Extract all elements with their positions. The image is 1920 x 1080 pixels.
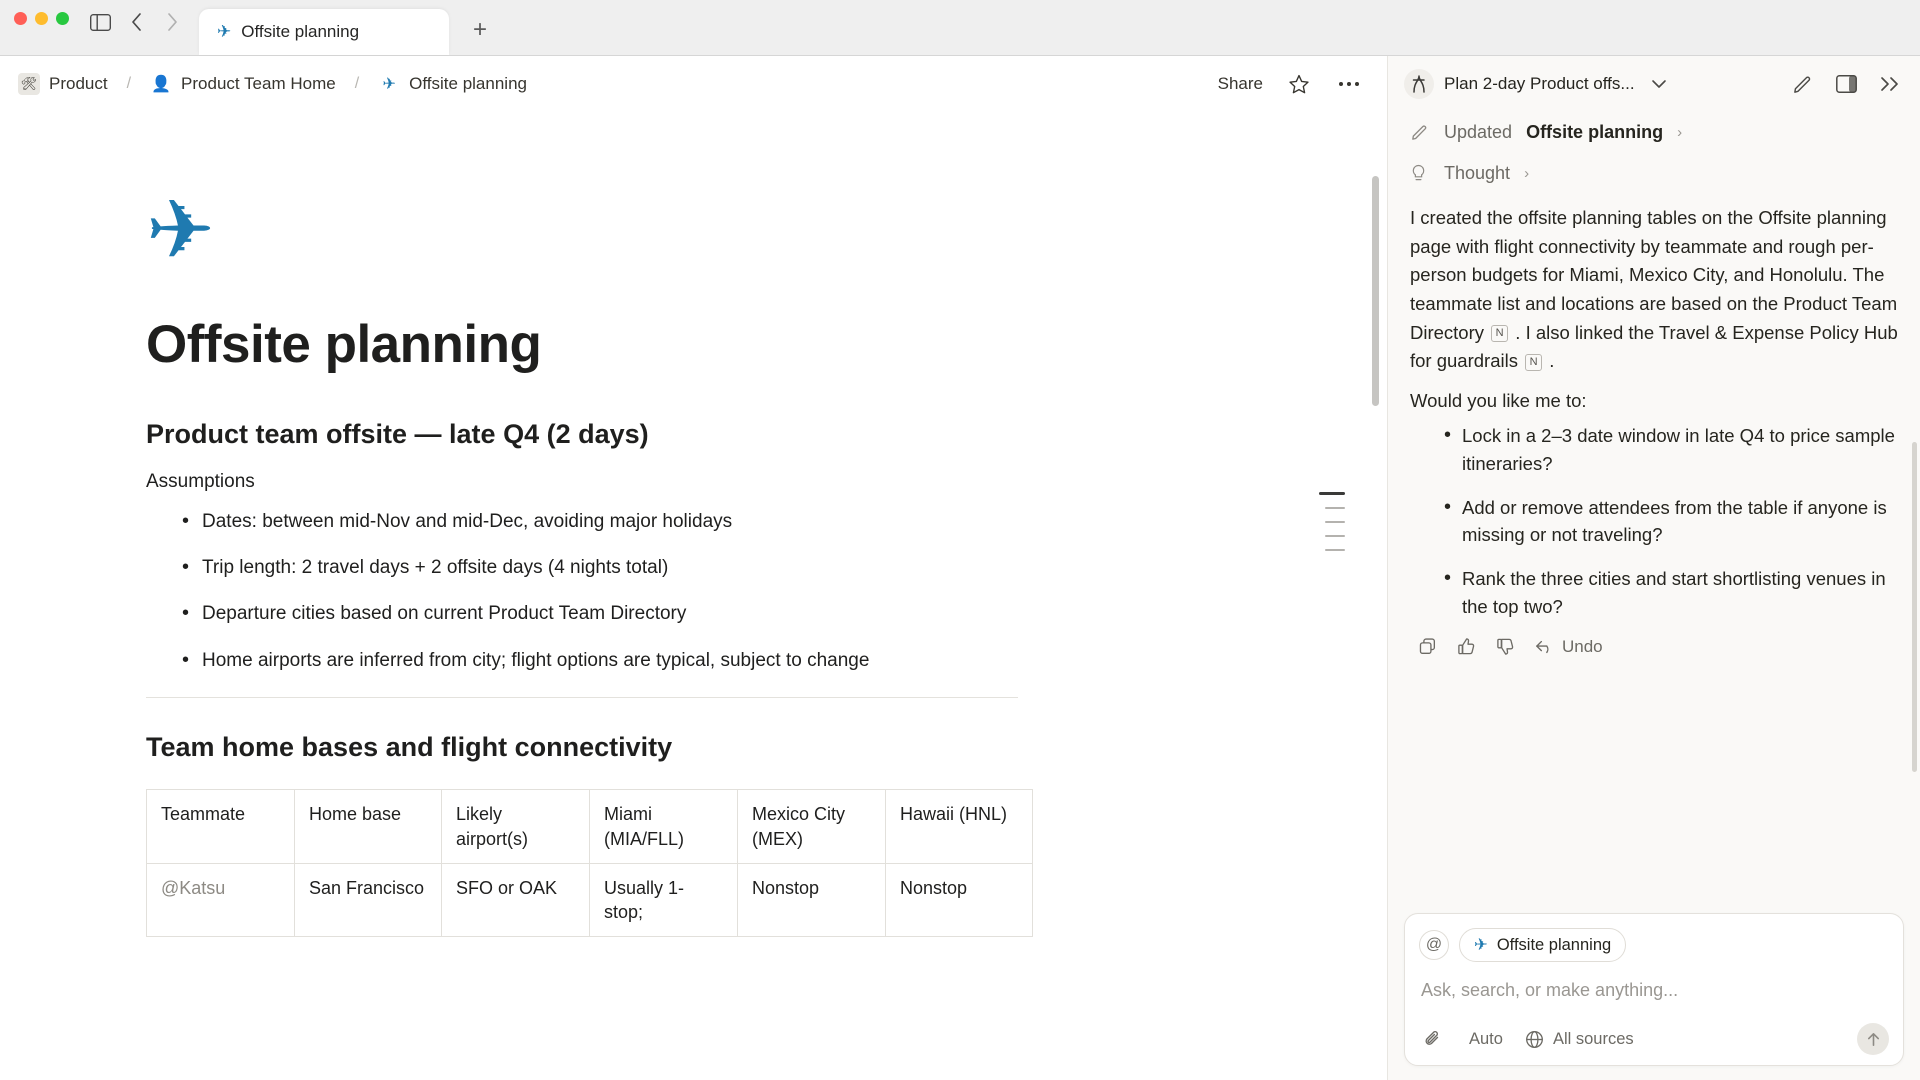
- table-cell: Nonstop: [738, 863, 886, 937]
- toc-mark: [1325, 521, 1345, 523]
- chevron-right-icon: ›: [1677, 124, 1683, 141]
- assistant-panel: [1387, 56, 1920, 1080]
- assistant-header-actions: [1788, 70, 1904, 98]
- assistant-step-thought[interactable]: [1410, 163, 1898, 184]
- navigation-controls: [85, 0, 187, 55]
- table-header-cell: Likely airport(s): [442, 790, 590, 864]
- assistant-message-actions: [1418, 637, 1898, 657]
- page-reference-icon[interactable]: N: [1525, 354, 1542, 371]
- thumbs-up-icon[interactable]: [1457, 637, 1476, 656]
- assistant-question: Would you like me to:: [1410, 390, 1587, 412]
- mention-icon[interactable]: [1419, 930, 1449, 960]
- table-header-cell: Home base: [295, 790, 442, 864]
- breadcrumb-item-product-team-home[interactable]: Product Team Home: [181, 74, 336, 93]
- list-item: • Rank the three cities and start shortlisting venues in the top two?: [1444, 565, 1898, 621]
- page-icon-airplane-icon[interactable]: ✈: [146, 185, 215, 276]
- assistant-conversation-title[interactable]: Plan 2-day Product offs...: [1444, 74, 1635, 93]
- maximize-window-button[interactable]: [56, 12, 69, 25]
- chevron-right-icon: ›: [1524, 165, 1530, 182]
- model-selector[interactable]: Auto: [1469, 1029, 1503, 1048]
- context-chip-label: Offsite planning: [1496, 935, 1612, 954]
- table-cell: Usually 1-stop;: [590, 863, 738, 937]
- hammer-icon: 🛠: [18, 73, 40, 95]
- airplane-icon: ✈: [217, 22, 232, 41]
- table-header-row: [147, 790, 1033, 864]
- back-button[interactable]: [121, 7, 151, 37]
- section-heading-offsite: Product team offsite — late Q4 (2 days): [146, 419, 649, 449]
- assistant-step-label: Thought: [1444, 163, 1511, 183]
- table-cell-teammate[interactable]: @Katsu: [147, 863, 295, 937]
- breadcrumb-item-offsite-planning[interactable]: Offsite planning: [409, 74, 527, 93]
- airplane-icon: ✈: [1474, 936, 1488, 954]
- paperclip-icon[interactable]: [1419, 1025, 1447, 1053]
- breadcrumb: [18, 73, 527, 95]
- list-item: • Add or remove attendees from the table if anyone is missing or not traveling?: [1444, 494, 1898, 550]
- assistant-logo-icon: [1404, 69, 1434, 99]
- assistant-transcript: [1388, 112, 1920, 913]
- star-icon[interactable]: [1285, 70, 1313, 98]
- pencil-icon: [1410, 123, 1430, 142]
- document-scrollbar[interactable]: [1372, 176, 1379, 406]
- new-tab-button[interactable]: [465, 15, 495, 45]
- assumptions-list: [146, 507, 1236, 676]
- page-title: Offsite planning: [146, 315, 542, 374]
- list-item: • Lock in a 2–3 date window in late Q4 to price sample itineraries?: [1444, 422, 1898, 478]
- list-item: • Trip length: 2 travel days + 2 offsite days (4 nights total): [182, 553, 1236, 582]
- assistant-message-part3: .: [1549, 350, 1555, 372]
- breadcrumb-separator: /: [354, 75, 360, 92]
- toc-mark: [1325, 507, 1345, 509]
- undo-button[interactable]: [1535, 637, 1603, 657]
- document-body: [146, 112, 1236, 937]
- table-cell: Nonstop: [886, 863, 1033, 937]
- list-item: • Dates: between mid-Nov and mid-Dec, avoiding major holidays: [182, 507, 1236, 536]
- undo-label: Undo: [1562, 636, 1603, 656]
- assistant-options-list: [1410, 422, 1898, 621]
- main-content: [0, 56, 1920, 1080]
- assistant-message-paragraph: [1410, 204, 1898, 376]
- table-header-cell: Mexico City (MEX): [738, 790, 886, 864]
- copy-icon[interactable]: [1418, 637, 1437, 656]
- breadcrumb-item-product[interactable]: Product: [49, 74, 108, 93]
- table-header-cell: Hawaii (HNL): [886, 790, 1033, 864]
- browser-tab-label: Offsite planning: [241, 22, 360, 41]
- table-cell: SFO or OAK: [442, 863, 590, 937]
- assistant-step-target: Offsite planning: [1526, 122, 1664, 142]
- airplane-icon: ✈: [382, 76, 396, 93]
- document-pane: [0, 56, 1387, 1080]
- table-header-cell: Miami (MIA/FLL): [590, 790, 738, 864]
- browser-toolbar: [0, 0, 1920, 56]
- composer-input[interactable]: Ask, search, or make anything...: [1421, 980, 1679, 1000]
- send-button[interactable]: [1857, 1023, 1889, 1055]
- breadcrumb-separator: /: [126, 75, 132, 92]
- team-connectivity-table: [146, 789, 1033, 937]
- bulb-icon: [1410, 164, 1430, 183]
- sources-label: All sources: [1552, 1029, 1634, 1048]
- assistant-message-part1: I created the offsite planning tables on the Offsite planning page with flight connectivity by teammate and rough per-person budgets for Miami, Mexico City, and Honolulu. The teammate list and locations are based on the Product Team Directory: [1410, 207, 1898, 343]
- chevrons-right-icon[interactable]: [1876, 70, 1904, 98]
- edit-icon[interactable]: [1788, 70, 1816, 98]
- sidebar-toggle-icon[interactable]: [85, 7, 115, 37]
- assumptions-label: Assumptions: [146, 471, 255, 492]
- list-item: • Home airports are inferred from city; flight options are typical, subject to change: [182, 646, 1236, 675]
- list-item: • Departure cities based on current Product Team Directory: [182, 599, 1236, 628]
- assistant-composer[interactable]: [1404, 913, 1904, 1066]
- panel-icon[interactable]: [1832, 70, 1860, 98]
- table-header-cell: Teammate: [147, 790, 295, 864]
- table-row: [147, 863, 1033, 937]
- table-cell: San Francisco: [295, 863, 442, 937]
- sources-selector[interactable]: [1525, 1030, 1634, 1049]
- page-reference-icon[interactable]: N: [1491, 325, 1508, 342]
- forward-button[interactable]: [157, 7, 187, 37]
- browser-tab[interactable]: [199, 9, 449, 55]
- context-chip-offsite-planning[interactable]: [1459, 928, 1626, 962]
- toc-mark: [1319, 492, 1345, 495]
- close-window-button[interactable]: [14, 12, 27, 25]
- section-heading-team-home-bases: Team home bases and flight connectivity: [146, 732, 673, 763]
- assistant-header: [1388, 56, 1920, 112]
- composer-footer: [1419, 1023, 1889, 1055]
- document-actions: [1218, 70, 1363, 98]
- share-button[interactable]: Share: [1217, 74, 1263, 93]
- composer-context-chips: [1419, 928, 1889, 962]
- minimize-window-button[interactable]: [35, 12, 48, 25]
- globe-icon: [1525, 1030, 1544, 1049]
- new-tab-label: +: [472, 16, 487, 43]
- assistant-step-label: Updated: [1444, 122, 1513, 142]
- assistant-scrollbar[interactable]: [1912, 442, 1917, 772]
- chevron-down-icon[interactable]: [1645, 70, 1673, 98]
- table-of-contents-marks[interactable]: [1319, 492, 1345, 551]
- document-header: [0, 56, 1387, 112]
- more-icon[interactable]: [1335, 70, 1363, 98]
- window-controls: [14, 0, 69, 55]
- assistant-step-updated[interactable]: [1410, 122, 1898, 143]
- assistant-message-part2: . I also linked the Travel & Expense Policy Hub for guardrails: [1410, 321, 1898, 372]
- person-icon: 👤: [151, 76, 171, 93]
- toc-mark: [1325, 535, 1345, 537]
- mention-label: @: [1425, 936, 1443, 953]
- divider: [146, 697, 1018, 698]
- document-scroll-area: [0, 112, 1387, 1080]
- toc-mark: [1325, 549, 1345, 551]
- thumbs-down-icon[interactable]: [1496, 637, 1515, 656]
